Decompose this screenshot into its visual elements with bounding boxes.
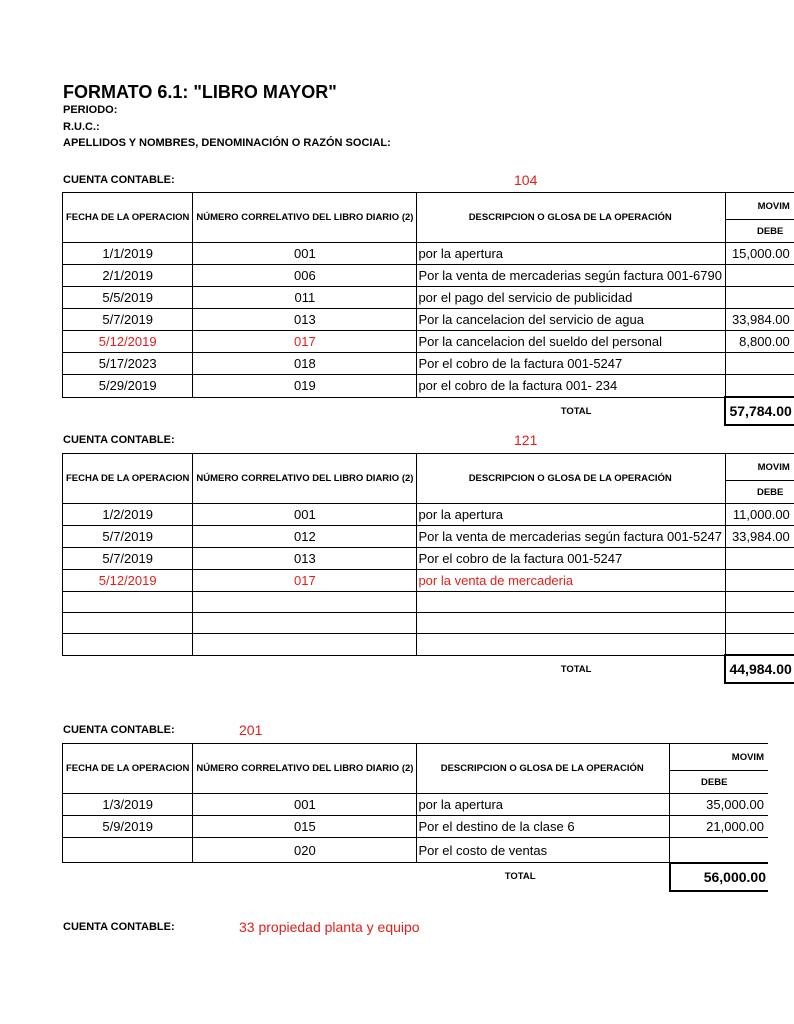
cell-descripcion: Por la cancelacion del sueldo del personal — [417, 331, 726, 353]
cell-debe — [725, 265, 793, 287]
cell-numero: 001 — [193, 504, 417, 526]
cell-numero: 019 — [193, 375, 417, 398]
cell-debe: 35,000.00 — [670, 794, 768, 816]
cell-descripcion: por el cobro de la factura 001- 234 — [417, 375, 726, 398]
cell-descripcion: por la apertura — [417, 243, 726, 265]
table-row — [63, 375, 794, 398]
cell-descripcion: Por la venta de mercaderias según factura 001-5247 — [417, 526, 726, 548]
ruc-label: R.U.C.: — [63, 121, 100, 133]
account-label: CUENTA CONTABLE: — [63, 434, 175, 446]
col-header-fecha: FECHA DE LA OPERACION — [63, 193, 193, 243]
cell-fecha: 5/29/2019 — [63, 375, 193, 398]
razon-social-label: APELLIDOS Y NOMBRES, DENOMINACIÓN O RAZÓN SOCIAL: — [63, 137, 391, 149]
cell-descripcion — [417, 613, 726, 634]
total-value: 56,000.00 — [670, 863, 768, 891]
ledger-table-104 — [62, 192, 794, 426]
cell-debe — [670, 838, 768, 863]
cell-numero: 015 — [193, 816, 417, 838]
periodo-label: PERIODO: — [63, 104, 118, 116]
table-row — [63, 548, 794, 570]
cell-numero: 013 — [193, 309, 417, 331]
cell-numero: 018 — [193, 353, 417, 375]
cell-debe: 11,000.00 — [725, 504, 793, 526]
table-row — [63, 504, 794, 526]
table-row — [63, 592, 794, 613]
total-row — [63, 397, 794, 425]
cell-numero: 001 — [193, 794, 417, 816]
cell-debe — [725, 375, 793, 398]
cell-debe: 8,800.00 — [725, 331, 793, 353]
cell-debe — [725, 592, 793, 613]
cell-descripcion: por la venta de mercaderia — [417, 570, 726, 592]
cell-debe — [725, 570, 793, 592]
col-header-debe: DEBE — [725, 481, 793, 504]
cell-fecha: 2/1/2019 — [63, 265, 193, 287]
account-label: CUENTA CONTABLE: — [63, 921, 175, 933]
table-row — [63, 794, 769, 816]
cell-fecha: 5/9/2019 — [63, 816, 193, 838]
cell-fecha: 5/17/2023 — [63, 353, 193, 375]
col-header-fecha: FECHA DE LA OPERACION — [63, 744, 193, 794]
account-code: 201 — [239, 722, 263, 738]
account-code: 33 propiedad planta y equipo — [239, 919, 420, 935]
table-row — [63, 634, 794, 656]
table-row — [63, 309, 794, 331]
col-header-debe: DEBE — [725, 220, 793, 243]
table-row — [63, 331, 794, 353]
cell-numero — [193, 613, 417, 634]
cell-numero: 020 — [193, 838, 417, 863]
col-header-descripcion: DESCRIPCION O GLOSA DE LA OPERACIÓN — [417, 744, 670, 794]
cell-descripcion: Por el costo de ventas — [417, 838, 670, 863]
cell-fecha: 5/7/2019 — [63, 309, 193, 331]
cell-descripcion: Por el cobro de la factura 001-5247 — [417, 548, 726, 570]
col-header-movimientos: MOVIM — [725, 454, 793, 481]
cell-debe — [725, 634, 793, 656]
col-header-numero: NÚMERO CORRELATIVO DEL LIBRO DIARIO (2) — [193, 193, 417, 243]
total-label: TOTAL — [560, 405, 592, 417]
table-row — [63, 265, 794, 287]
col-header-debe: DEBE — [670, 771, 768, 794]
table-row — [63, 243, 794, 265]
account-code: 104 — [514, 172, 538, 188]
cell-descripcion: por el pago del servicio de publicidad — [417, 287, 726, 309]
ledger-table-121 — [62, 453, 794, 684]
total-label: TOTAL — [560, 663, 592, 675]
cell-fecha: 1/3/2019 — [63, 794, 193, 816]
account-label: CUENTA CONTABLE: — [63, 174, 175, 186]
cell-numero — [193, 634, 417, 656]
cell-debe: 33,984.00 — [725, 526, 793, 548]
cell-fecha — [63, 613, 193, 634]
cell-numero: 006 — [193, 265, 417, 287]
cell-fecha — [63, 634, 193, 656]
cell-descripcion: por la apertura — [417, 794, 670, 816]
table-row — [63, 613, 794, 634]
cell-descripcion — [417, 634, 726, 656]
cell-numero: 012 — [193, 526, 417, 548]
cell-numero: 017 — [193, 331, 417, 353]
col-header-descripcion: DESCRIPCION O GLOSA DE LA OPERACIÓN — [417, 454, 726, 504]
cell-descripcion: por la apertura — [417, 504, 726, 526]
cell-debe — [725, 613, 793, 634]
cell-fecha: 1/1/2019 — [63, 243, 193, 265]
table-row — [63, 838, 769, 863]
total-label: TOTAL — [504, 871, 536, 883]
cell-descripcion: Por la cancelacion del servicio de agua — [417, 309, 726, 331]
cell-fecha: 5/5/2019 — [63, 287, 193, 309]
ledger-table-201 — [62, 743, 768, 892]
table-row — [63, 353, 794, 375]
col-header-movimientos: MOVIM — [670, 744, 768, 771]
table-row — [63, 570, 794, 592]
total-row — [63, 655, 794, 683]
table-row — [63, 287, 794, 309]
col-header-numero: NÚMERO CORRELATIVO DEL LIBRO DIARIO (2) — [193, 744, 417, 794]
cell-descripcion: Por el destino de la clase 6 — [417, 816, 670, 838]
account-label: CUENTA CONTABLE: — [63, 724, 175, 736]
cell-fecha: 5/12/2019 — [63, 331, 193, 353]
document-title: FORMATO 6.1: "LIBRO MAYOR" — [63, 82, 337, 102]
cell-descripcion: Por la venta de mercaderias según factura 001-6790 — [417, 265, 726, 287]
total-value: 44,984.00 — [725, 655, 793, 683]
cell-numero: 001 — [193, 243, 417, 265]
col-header-fecha: FECHA DE LA OPERACION — [63, 454, 193, 504]
cell-descripcion — [417, 592, 726, 613]
col-header-movimientos: MOVIM — [725, 193, 793, 220]
cell-debe: 33,984.00 — [725, 309, 793, 331]
col-header-descripcion: DESCRIPCION O GLOSA DE LA OPERACIÓN — [417, 193, 726, 243]
col-header-numero: NÚMERO CORRELATIVO DEL LIBRO DIARIO (2) — [193, 454, 417, 504]
total-row — [63, 863, 769, 891]
cell-numero: 017 — [193, 570, 417, 592]
cell-debe — [725, 287, 793, 309]
cell-fecha — [63, 592, 193, 613]
cell-debe — [725, 353, 793, 375]
cell-numero — [193, 592, 417, 613]
table-row — [63, 816, 769, 838]
cell-descripcion: Por el cobro de la factura 001-5247 — [417, 353, 726, 375]
account-code: 121 — [514, 432, 538, 448]
cell-debe: 15,000.00 — [725, 243, 793, 265]
cell-fecha: 5/12/2019 — [63, 570, 193, 592]
cell-fecha — [63, 838, 193, 863]
cell-debe — [725, 548, 793, 570]
cell-fecha: 1/2/2019 — [63, 504, 193, 526]
cell-fecha: 5/7/2019 — [63, 548, 193, 570]
cell-fecha: 5/7/2019 — [63, 526, 193, 548]
cell-numero: 013 — [193, 548, 417, 570]
cell-numero: 011 — [193, 287, 417, 309]
total-value: 57,784.00 — [725, 397, 793, 425]
table-row — [63, 526, 794, 548]
cell-debe: 21,000.00 — [670, 816, 768, 838]
